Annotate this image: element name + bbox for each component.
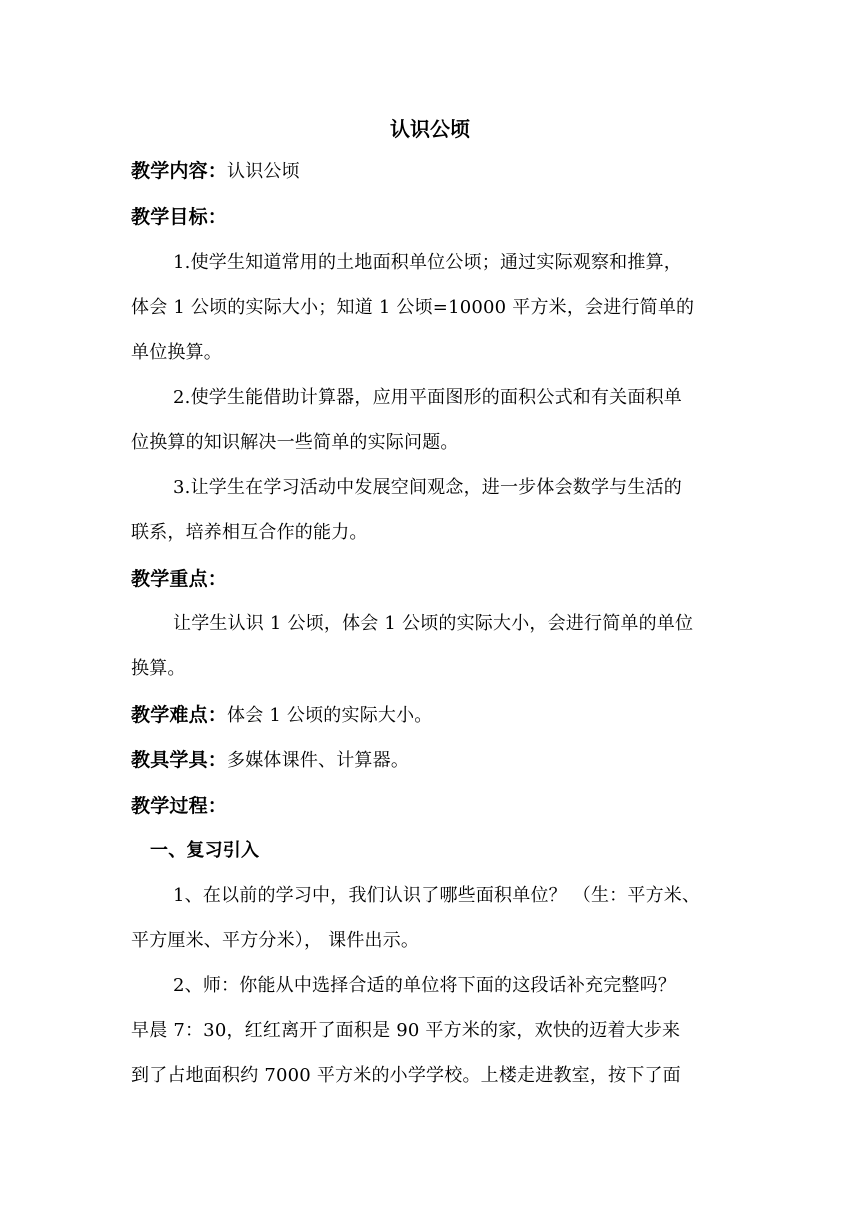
step-2-line-2: 早晨 7：30，红红离开了面积是 90 平方米的家，欢快的迈着大步来 bbox=[131, 1020, 681, 1041]
goal-2-line-2: 位换算的知识解决一些简单的实际问题。 bbox=[131, 432, 459, 453]
step-1-line-2: 平方厘米、平方分米）， 课件出示。 bbox=[131, 930, 420, 951]
tools-row bbox=[131, 748, 731, 773]
step-2-line-3: 到了占地面积约 7000 平方米的小学学校。上楼走进教室，按下了面 bbox=[131, 1065, 681, 1086]
tools-label: 教具学具： bbox=[131, 749, 228, 771]
difficulty-label: 教学难点： bbox=[131, 704, 228, 726]
key-points-line-2: 换算。 bbox=[131, 658, 186, 679]
teaching-content-value: 认识公顷 bbox=[227, 161, 300, 182]
tools-value: 多媒体课件、计算器。 bbox=[227, 750, 410, 771]
goal-3-line-2: 联系，培养相互合作的能力。 bbox=[131, 522, 368, 543]
teaching-content-row bbox=[131, 159, 731, 184]
teaching-process-label: 教学过程： bbox=[131, 795, 228, 817]
section-1-title: 一、复习引入 bbox=[150, 840, 260, 861]
goal-1-line-3: 单位换算。 bbox=[131, 342, 222, 363]
key-points-line-1: 让学生认识 1 公顷，体会 1 公顷的实际大小，会进行简单的单位 bbox=[173, 613, 694, 634]
step-1-line-1: 1、在以前的学习中，我们认识了哪些面积单位？ （生：平方米、 bbox=[173, 885, 701, 906]
teaching-content-label: 教学内容： bbox=[131, 160, 228, 182]
difficulty-value: 体会 1 公顷的实际大小。 bbox=[227, 705, 433, 726]
step-2-line-1: 2、师：你能从中选择合适的单位将下面的这段话补充完整吗？ bbox=[173, 975, 677, 996]
goal-1-line-2: 体会 1 公顷的实际大小；知道 1 公顷=10000 平方米，会进行简单的 bbox=[131, 297, 695, 318]
goal-3-line-1: 3.让学生在学习活动中发展空间观念，进一步体会数学与生活的 bbox=[173, 477, 682, 498]
goal-1-line-1: 1.使学生知道常用的土地面积单位公顷；通过实际观察和推算， bbox=[173, 252, 682, 273]
goal-2-line-1: 2.使学生能借助计算器，应用平面图形的面积公式和有关面积单 bbox=[173, 387, 682, 408]
document-title: 认识公顷 bbox=[390, 117, 470, 141]
key-points-label: 教学重点： bbox=[131, 568, 228, 590]
teaching-goals-label: 教学目标： bbox=[131, 206, 228, 228]
difficulty-row bbox=[131, 703, 731, 728]
